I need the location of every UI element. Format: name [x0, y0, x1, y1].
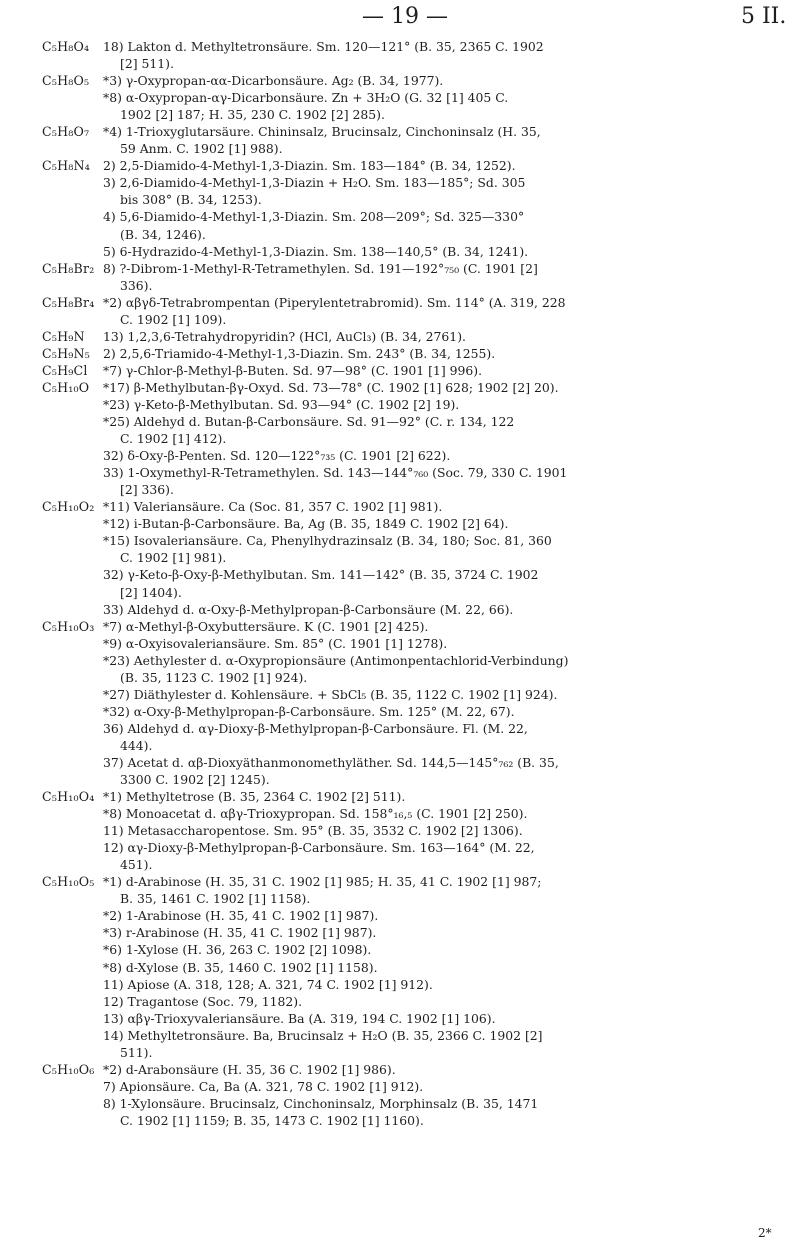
- entry-text: *8) d-Xylose (B. 35, 1460 C. 1902 [1] 1158).: [103, 959, 378, 975]
- entry-text: 7) Apionsäure. Ca, Ba (A. 321, 78 C. 1902 [1] 912).: [103, 1078, 424, 1094]
- entry-text: 2) 2,5,6-Triamido-4-Methyl-1,3-Diazin. Sm. 243° (B. 34, 1255).: [103, 345, 496, 361]
- entry-line: [0, 396, 800, 413]
- entry-text: 1902 [2] 187; H. 35, 230 C. 1902 [2] 285).: [120, 107, 385, 123]
- entry-text: *2) 1-Arabinose (H. 35, 41 C. 1902 [1] 987).: [103, 908, 379, 924]
- entry-text: *3) γ-Oxypropan-αα-Dicarbonsäure. Ag₂ (B. 34, 1977).: [103, 73, 444, 89]
- entry-text: *3) r-Arabinose (H. 35, 41 C. 1902 [1] 987).: [103, 925, 377, 941]
- formula-label: C₅H₉N: [42, 328, 85, 344]
- entry-text: [2] 336).: [120, 482, 174, 498]
- entry-line: [0, 771, 800, 788]
- entry-line: [0, 652, 800, 669]
- entry-text: *11) Valeriansäure. Ca (Soc. 81, 357 C. 1902 [1] 981).: [103, 499, 443, 515]
- entry-text: *23) γ-Keto-β-Methylbutan. Sd. 93—94° (C. 1902 [2] 19).: [103, 396, 460, 412]
- entry-line: [0, 703, 800, 720]
- entry-text: (B. 35, 1123 C. 1902 [1] 924).: [120, 669, 308, 685]
- entry-line: [0, 720, 800, 737]
- entry-text: 14) Methyltetronsäure. Ba, Brucinsalz + H₂O (B. 35, 2366 C. 1902 [2]: [103, 1027, 543, 1043]
- entry-text: 33) Aldehyd d. α-Oxy-β-Methylpropan-β-Carbonsäure (M. 22, 66).: [103, 601, 514, 617]
- entry-text: *25) Aldehyd d. Butan-β-Carbonsäure. Sd. 91—92° (C. r. 134, 122: [103, 414, 515, 430]
- entry-line: [0, 754, 800, 771]
- formula-label: C₅H₈O₄: [42, 39, 90, 54]
- entry-text: 8) ?-Dibrom-1-Methyl-R-Tetramethylen. Sd. 191—192°₇₅₀ (C. 1901 [2]: [103, 260, 538, 276]
- entry-line: [0, 924, 800, 941]
- entry-text: *27) Diäthylester d. Kohlensäure. + SbCl₅ (B. 35, 1122 C. 1902 [1] 924).: [103, 686, 558, 702]
- entry-line: [0, 515, 800, 532]
- formula-label: C₅H₈O₅: [42, 73, 90, 89]
- entry-text: 12) αγ-Dioxy-β-Methylpropan-β-Carbonsäure. Sm. 163—164° (M. 22,: [103, 840, 535, 856]
- entry-text: *9) α-Oxyisovaleriansäure. Sm. 85° (C. 1901 [1] 1278).: [103, 635, 448, 651]
- formula-label: C₅H₁₀O₆: [42, 1061, 95, 1077]
- entry-text: *32) α-Oxy-β-Methylpropan-β-Carbonsäure. Sm. 125° (M. 22, 67).: [103, 703, 515, 719]
- entry-text: *15) Isovaleriansäure. Ca, Phenylhydrazinsalz (B. 34, 180; Soc. 81, 360: [103, 533, 552, 549]
- entry-line: [0, 1061, 800, 1078]
- entry-text: 11) Apiose (A. 318, 128; A. 321, 74 C. 1902 [1] 912).: [103, 976, 433, 992]
- entry-text: 444).: [120, 737, 153, 753]
- entry-line: [0, 993, 800, 1010]
- entry-line: [0, 191, 800, 208]
- entry-text: 8) 1-Xylonsäure. Brucinsalz, Cinchoninsalz, Morphinsalz (B. 35, 1471: [103, 1095, 539, 1111]
- entry-line: [0, 1027, 800, 1044]
- entry-line: [0, 959, 800, 976]
- entry-text: 13) αβγ-Trioxyvaleriansäure. Ba (A. 319, 194 C. 1902 [1] 106).: [103, 1010, 496, 1026]
- entry-text: *7) α-Methyl-β-Oxybuttersäure. K (C. 1901 [2] 425).: [103, 618, 429, 634]
- formula-label: C₅H₈N₄: [42, 158, 90, 174]
- entry-line: [0, 447, 800, 464]
- formula-label: C₅H₉Cl: [42, 362, 88, 378]
- entry-text: *2) αβγδ-Tetrabrompentan (Piperylentetrabromid). Sm. 114° (A. 319, 228: [103, 294, 566, 310]
- entry-line: [0, 72, 800, 89]
- entry-text: *1) Methyltetrose (B. 35, 2364 C. 1902 [2] 511).: [103, 789, 406, 805]
- entry-line: [0, 89, 800, 106]
- formula-label: C₅H₁₀O₃: [42, 618, 95, 634]
- entry-line: [0, 976, 800, 993]
- entry-text: C. 1902 [1] 412).: [120, 431, 227, 447]
- entry-line: [0, 532, 800, 549]
- entry-line: [0, 601, 800, 618]
- entry-text: 3300 C. 1902 [2] 1245).: [120, 772, 270, 788]
- section-number: 5 II.: [741, 4, 787, 29]
- entry-line: [0, 226, 800, 243]
- entry-text: bis 308° (B. 34, 1253).: [120, 192, 262, 208]
- entry-text: *8) Monoacetat d. αβγ-Trioxypropan. Sd. 158°₁₆,₅ (C. 1901 [2] 250).: [103, 806, 528, 822]
- entry-line: [0, 106, 800, 123]
- entry-text: 36) Aldehyd d. αγ-Dioxy-β-Methylpropan-β-Carbonsäure. Fl. (M. 22,: [103, 720, 528, 736]
- entry-line: [0, 413, 800, 430]
- formula-label: C₅H₁₀O₅: [42, 874, 95, 890]
- entry-line: [0, 839, 800, 856]
- entry-line: [0, 669, 800, 686]
- entry-line: [0, 260, 800, 277]
- formula-label: C₅H₈O₇: [42, 124, 90, 140]
- formula-label: C₅H₉N₅: [42, 345, 90, 361]
- entry-text: 3) 2,6-Diamido-4-Methyl-1,3-Diazin + H₂O. Sm. 183—185°; Sd. 305: [103, 175, 526, 191]
- formula-label: C₅H₈Br₄: [42, 294, 95, 310]
- entry-text: 336).: [120, 277, 153, 293]
- entry-text: C. 1902 [1] 981).: [120, 550, 227, 566]
- entry-line: [0, 549, 800, 566]
- entry-text: 37) Acetat d. αβ-Dioxyäthanmonomethyläther. Sd. 144,5—145°₇₆₂ (B. 35,: [103, 754, 559, 770]
- entry-line: [0, 584, 800, 601]
- entry-line: [0, 140, 800, 157]
- entry-text: (B. 34, 1246).: [120, 226, 206, 242]
- entry-text: 11) Metasaccharopentose. Sm. 95° (B. 35, 3532 C. 1902 [2] 1306).: [103, 823, 523, 839]
- entry-line: [0, 618, 800, 635]
- entry-line: [0, 686, 800, 703]
- entry-line: [0, 123, 800, 140]
- formula-label: C₅H₁₀O₄: [42, 789, 95, 805]
- entry-line: [0, 38, 800, 55]
- entry-line: [0, 635, 800, 652]
- entry-text: C. 1902 [1] 1159; B. 35, 1473 C. 1902 [1] 1160).: [120, 1112, 424, 1128]
- entry-text: 18) Lakton d. Methyltetronsäure. Sm. 120—121° (B. 35, 2365 C. 1902: [103, 39, 544, 54]
- entry-line: [0, 498, 800, 515]
- entry-text: *7) γ-Chlor-β-Methyl-β-Buten. Sd. 97—98° (C. 1901 [1] 996).: [103, 362, 483, 378]
- entry-line: [0, 481, 800, 498]
- entry-line: [0, 941, 800, 958]
- entry-line: [0, 1044, 800, 1061]
- entry-text: *2) d-Arabonsäure (H. 35, 36 C. 1902 [1] 986).: [103, 1061, 396, 1077]
- entry-text: *4) 1-Trioxyglutarsäure. Chininsalz, Brucinsalz, Cinchoninsalz (H. 35,: [103, 124, 541, 140]
- entry-line: [0, 328, 800, 345]
- entry-text: 59 Anm. C. 1902 [1] 988).: [120, 141, 283, 157]
- entry-line: [0, 208, 800, 225]
- entry-line: [0, 311, 800, 328]
- entry-line: [0, 464, 800, 481]
- entry-text: [2] 1404).: [120, 584, 182, 600]
- entry-text: *1) d-Arabinose (H. 35, 31 C. 1902 [1] 985; H. 35, 41 C. 1902 [1] 987;: [103, 874, 542, 890]
- entry-line: [0, 1095, 800, 1112]
- entry-line: [0, 174, 800, 191]
- entry-text: *6) 1-Xylose (H. 36, 263 C. 1902 [2] 1098).: [103, 942, 372, 958]
- entry-text: 12) Tragantose (Soc. 79, 1182).: [103, 993, 303, 1009]
- entry-text: C. 1902 [1] 109).: [120, 311, 227, 327]
- entry-text: *17) β-Methylbutan-βγ-Oxyd. Sd. 73—78° (C. 1902 [1] 628; 1902 [2] 20).: [103, 379, 559, 395]
- entry-line: [0, 805, 800, 822]
- entry-line: [0, 1112, 800, 1129]
- entry-line: [0, 788, 800, 805]
- entry-line: [0, 243, 800, 260]
- entry-text: 451).: [120, 857, 153, 873]
- entry-line: [0, 1078, 800, 1095]
- entry-line: [0, 55, 800, 72]
- entry-line: [0, 873, 800, 890]
- entry-text: *8) α-Oxypropan-αγ-Dicarbonsäure. Zn + 3H₂O (G. 32 [1] 405 C.: [103, 90, 509, 106]
- sheet-signature: 2*: [758, 1226, 772, 1240]
- entry-text: 4) 5,6-Diamido-4-Methyl-1,3-Diazin. Sm. 208—209°; Sd. 325—330°: [103, 209, 525, 225]
- entry-text: 32) δ-Oxy-β-Penten. Sd. 120—122°₇₃₅ (C. 1901 [2] 622).: [103, 448, 451, 464]
- entry-line: [0, 362, 800, 379]
- entry-line: [0, 379, 800, 396]
- entry-text: 2) 2,5-Diamido-4-Methyl-1,3-Diazin. Sm. 183—184° (B. 34, 1252).: [103, 158, 516, 174]
- formula-label: C₅H₈Br₂: [42, 260, 95, 276]
- entry-list: [0, 38, 800, 1129]
- entry-text: 511).: [120, 1044, 153, 1060]
- entry-line: [0, 737, 800, 754]
- entry-text: B. 35, 1461 C. 1902 [1] 1158).: [120, 891, 311, 907]
- entry-line: [0, 157, 800, 174]
- formula-label: C₅H₁₀O₂: [42, 499, 95, 515]
- entry-text: *12) i-Butan-β-Carbonsäure. Ba, Ag (B. 35, 1849 C. 1902 [2] 64).: [103, 516, 509, 532]
- page-number: — 19 —: [362, 4, 448, 29]
- formula-label: C₅H₁₀O: [42, 379, 90, 395]
- entry-text: 33) 1-Oxymethyl-R-Tetramethylen. Sd. 143—144°₇₆₀ (Soc. 79, 330 C. 1901: [103, 465, 568, 481]
- entry-text: 32) γ-Keto-β-Oxy-β-Methylbutan. Sm. 141—142° (B. 35, 3724 C. 1902: [103, 567, 539, 583]
- entry-line: [0, 345, 800, 362]
- entry-line: [0, 566, 800, 583]
- entry-line: [0, 907, 800, 924]
- entry-line: [0, 822, 800, 839]
- entry-line: [0, 890, 800, 907]
- entry-line: [0, 294, 800, 311]
- entry-text: 13) 1,2,3,6-Tetrahydropyridin? (HCl, AuCl₃) (B. 34, 2761).: [103, 328, 466, 344]
- entry-line: [0, 856, 800, 873]
- entry-line: [0, 430, 800, 447]
- entry-line: [0, 277, 800, 294]
- entry-text: [2] 511).: [120, 56, 174, 72]
- entry-text: 5) 6-Hydrazido-4-Methyl-1,3-Diazin. Sm. 138—140,5° (B. 34, 1241).: [103, 243, 529, 259]
- entry-text: *23) Aethylester d. α-Oxypropionsäure (Antimonpentachlorid-Verbindung): [103, 652, 569, 668]
- entry-line: [0, 1010, 800, 1027]
